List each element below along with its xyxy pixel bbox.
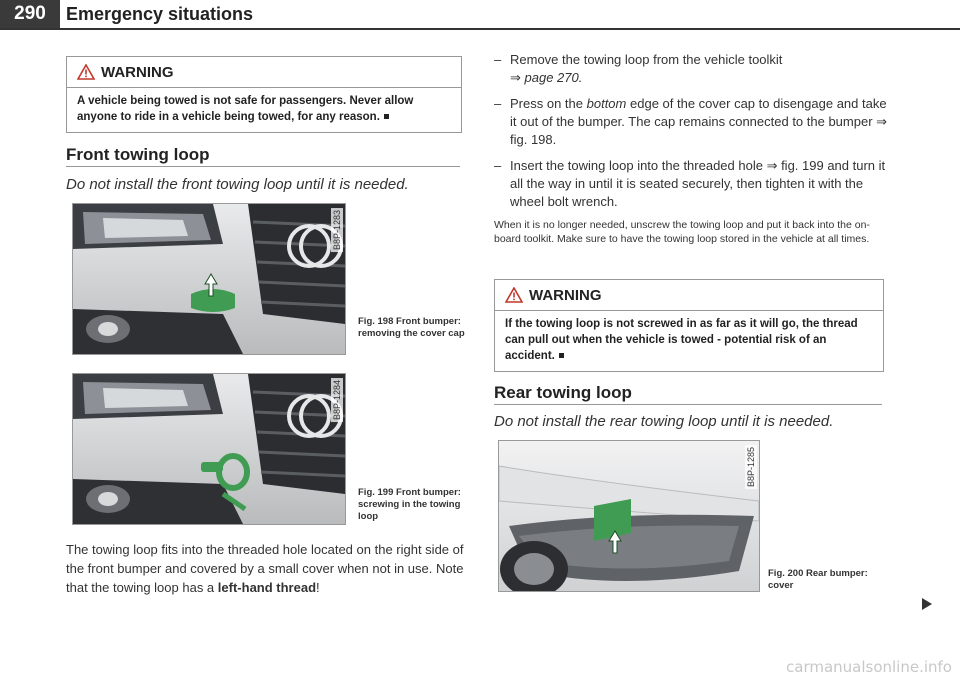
left-hand-thread-emphasis: left-hand thread <box>217 580 317 595</box>
warning-box-thread <box>494 279 884 372</box>
rear-towing-lead: Do not install the rear towing loop until it is needed. <box>494 413 834 430</box>
front-towing-heading: Front towing loop <box>66 145 210 164</box>
figure-198-caption: Fig. 198 Front bumper: removing the cover cap <box>358 316 465 339</box>
page-reference-link[interactable]: ⇒ page 270. <box>510 70 583 85</box>
step-remove-cover: – Press on the bottom edge of the cover cap to disengage and take it out of the bumper. The cap remains connected to the bumper ⇒ fig. 198. <box>494 95 890 149</box>
front-bumper-towing-loop-illustration <box>73 374 345 524</box>
continue-arrow-icon <box>922 598 932 610</box>
end-of-section-icon <box>384 114 389 119</box>
figure-199-caption: Fig. 199 Front bumper: screwing in the towing loop <box>358 487 461 522</box>
header-rule <box>0 28 960 30</box>
figure-198-image <box>72 203 346 355</box>
figure-200-code: B8P-1285 <box>746 447 756 488</box>
end-of-section-icon <box>559 353 564 358</box>
warning-title: WARNING <box>529 286 602 304</box>
storage-note: When it is no longer needed, unscrew the towing loop and put it back into the on-board toolkit. Make sure to have the towing loop stored in the vehicle at all times. <box>494 219 870 245</box>
figure-200-image <box>498 440 760 592</box>
figure-198-code: B8P-1283 <box>332 210 342 251</box>
watermark: carmanualsonline.info <box>786 658 952 676</box>
warning-header <box>67 57 461 88</box>
step-insert-loop: – Insert the towing loop into the threaded hole ⇒ fig. 199 and turn it all the way in until it is seated securely, then tighten it with the wheel bolt wrench. <box>494 157 890 211</box>
rear-towing-heading: Rear towing loop <box>494 383 632 402</box>
rear-bumper-illustration <box>499 441 759 591</box>
warning-header <box>495 280 883 311</box>
section-title: Emergency situations <box>66 4 254 24</box>
warning-triangle-icon <box>77 64 95 80</box>
front-towing-lead: Do not install the front towing loop until it is needed. <box>66 176 409 193</box>
page-number: 290 <box>0 0 60 28</box>
warning-title: WARNING <box>101 63 174 81</box>
figure-199-image <box>72 373 346 525</box>
step-remove-loop: – Remove the towing loop from the vehicle toolkit ⇒ page 270. <box>494 51 890 87</box>
warning-box-passengers <box>66 56 462 133</box>
warning-text: If the towing loop is not screwed in as far as it will go, the thread can pull out when the vehicle is towed - potential risk of an accident. <box>505 318 858 362</box>
heading-rule <box>66 166 460 167</box>
towing-steps <box>494 51 890 219</box>
front-towing-paragraph: The towing loop fits into the threaded hole located on the right side of the front bumper and covered by a small cover when not in use. Note that the towing loop has a left-hand thread! <box>66 542 464 595</box>
figure-199-code: B8P-1284 <box>332 380 342 421</box>
figure-200-caption: Fig. 200 Rear bumper: cover <box>768 568 868 591</box>
front-bumper-illustration <box>73 204 345 354</box>
warning-text: A vehicle being towed is not safe for passengers. Never allow anyone to ride in a vehicle being towed, for any reason. <box>77 95 414 123</box>
warning-triangle-icon <box>505 287 523 303</box>
heading-rule <box>494 404 882 405</box>
